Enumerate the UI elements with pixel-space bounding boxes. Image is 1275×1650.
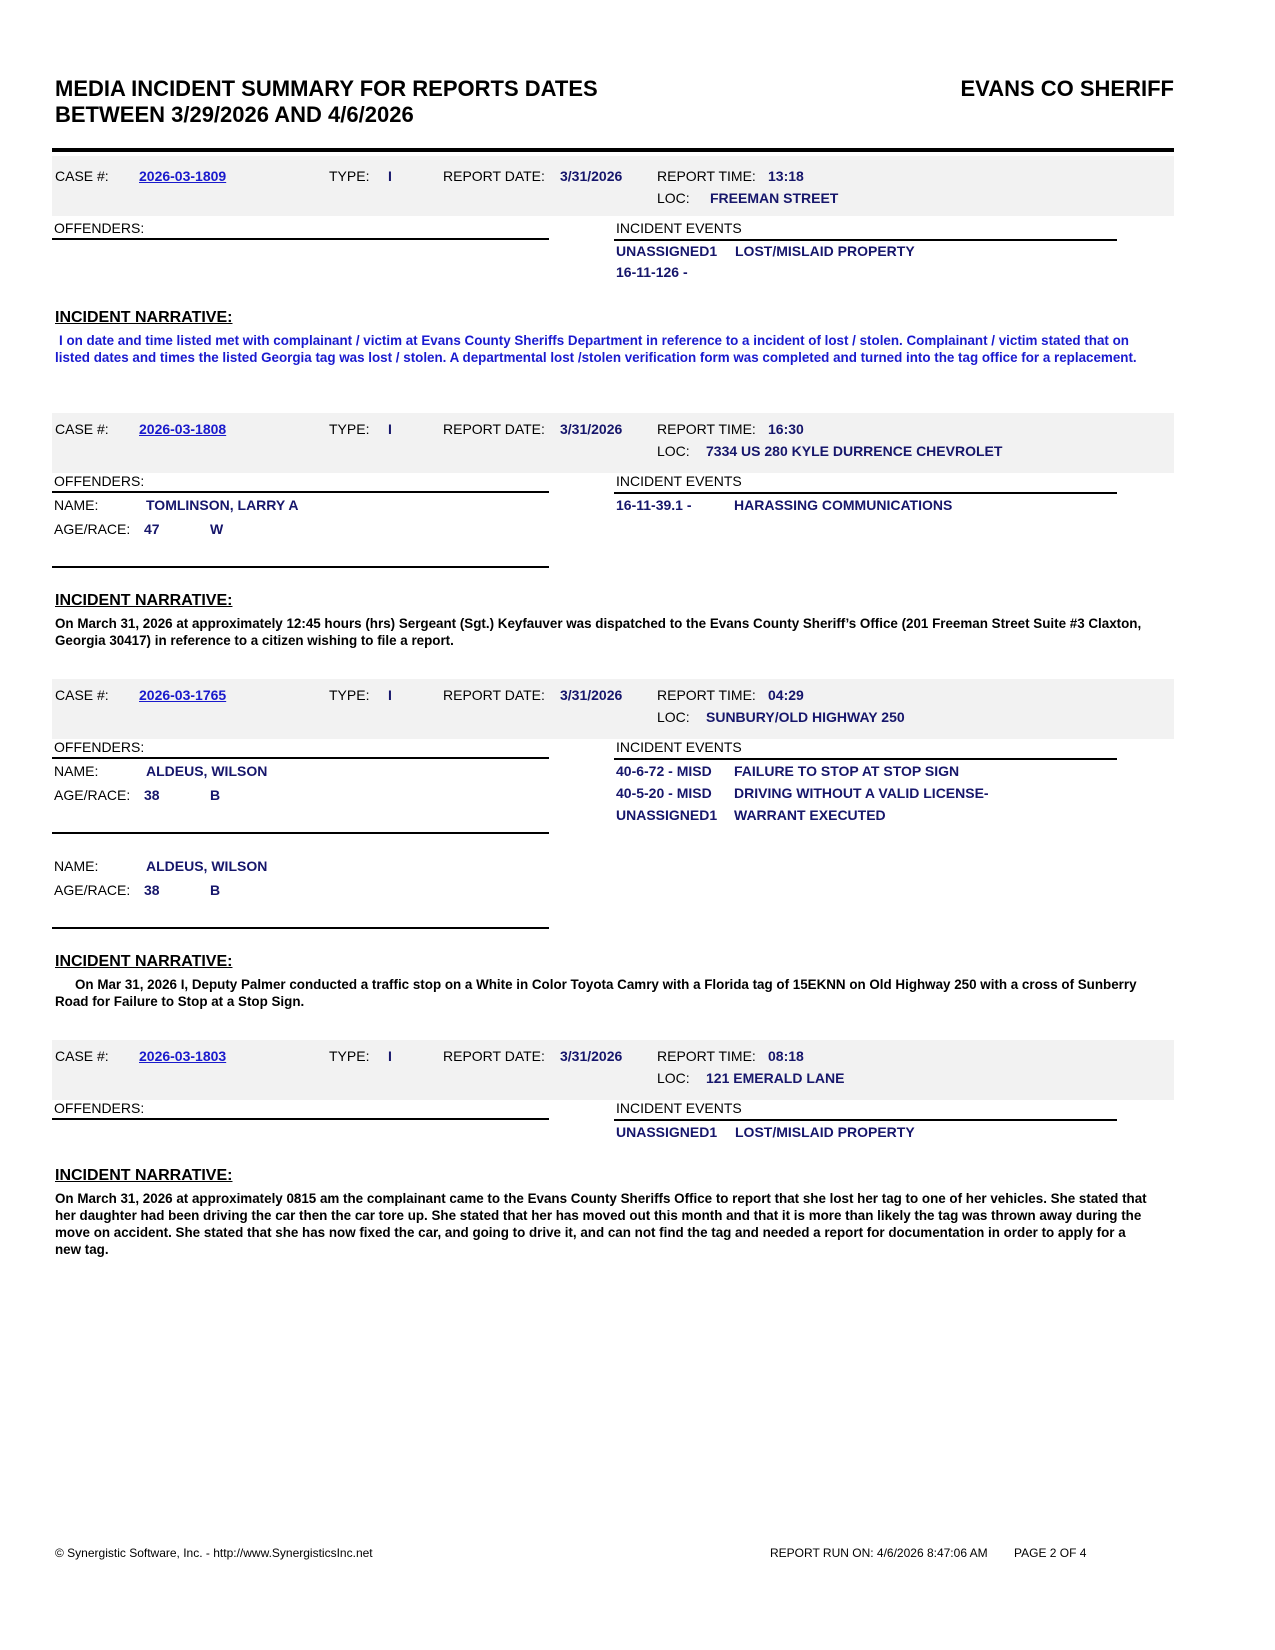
report-time-value: 04:29 (768, 687, 804, 703)
report-date-label: REPORT DATE: (443, 168, 545, 184)
report-title-line1: MEDIA INCIDENT SUMMARY FOR REPORTS DATES (55, 76, 598, 101)
report-title-line2: BETWEEN 3/29/2026 AND 4/6/2026 (55, 102, 414, 127)
incident-events-label: INCIDENT EVENTS (616, 220, 742, 236)
events-divider (614, 1119, 1117, 1121)
report-date-label: REPORT DATE: (443, 687, 545, 703)
offender-race: B (210, 882, 221, 898)
footer-page-number: PAGE 2 OF 4 (1014, 1546, 1087, 1560)
offenders-label: OFFENDERS: (54, 220, 145, 236)
location-value: FREEMAN STREET (710, 190, 839, 206)
footer-report-run: REPORT RUN ON: 4/6/2026 8:47:06 AM (770, 1546, 988, 1560)
offender-name-label: NAME: (54, 497, 99, 513)
offenders-divider (52, 491, 549, 493)
report-date-label: REPORT DATE: (443, 421, 545, 437)
case-header-band (52, 156, 1174, 216)
narrative-title: INCIDENT NARRATIVE: (55, 592, 233, 609)
offender-divider (52, 927, 549, 929)
offender-race: B (210, 787, 221, 803)
offender-race: W (210, 521, 224, 537)
events-divider (614, 239, 1117, 241)
offenders-label: OFFENDERS: (54, 473, 145, 489)
incident-events-label: INCIDENT EVENTS (616, 473, 742, 489)
offenders-divider (52, 1118, 549, 1120)
offender-age-race-label: AGE/RACE: (54, 882, 131, 898)
event-description: WARRANT EXECUTED (734, 807, 886, 823)
report-time-value: 16:30 (768, 421, 804, 437)
report-date-value: 3/31/2026 (560, 168, 623, 184)
location-label: LOC: (657, 190, 690, 206)
type-value: I (388, 1048, 392, 1064)
narrative-title: INCIDENT NARRATIVE: (55, 1167, 233, 1184)
narrative-text: On March 31, 2026 at approximately 12:45 hours (hrs) Sergeant (Sgt.) Keyfauver was dispatched to the Evans County Sheriff’s Office (201 Freeman Street Suite #3 Claxton, Georgia 30417) in reference to a citizen wishing to file a report. (55, 616, 1142, 648)
location-label: LOC: (657, 1070, 690, 1086)
location-value: SUNBURY/OLD HIGHWAY 250 (706, 709, 905, 725)
case-number-link[interactable]: 2026-03-1803 (139, 1048, 227, 1064)
offenders-divider (52, 238, 549, 240)
event-description: HARASSING COMMUNICATIONS (734, 497, 953, 513)
case-label: CASE #: (55, 1048, 109, 1064)
location-label: LOC: (657, 443, 690, 459)
report-title (55, 76, 675, 128)
type-value: I (388, 687, 392, 703)
event-code: 16-11-126 - (616, 264, 688, 280)
footer-copyright: © Synergistic Software, Inc. - http://www.SynergisticsInc.net (55, 1546, 373, 1560)
incident-events-label: INCIDENT EVENTS (616, 1100, 742, 1116)
report-date-label: REPORT DATE: (443, 1048, 545, 1064)
report-date-value: 3/31/2026 (560, 421, 623, 437)
header-divider (52, 148, 1174, 152)
offender-name-label: NAME: (54, 858, 99, 874)
location-label: LOC: (657, 709, 690, 725)
report-time-value: 08:18 (768, 1048, 804, 1064)
offender-name: TOMLINSON, LARRY A (146, 497, 299, 513)
type-value: I (388, 168, 392, 184)
offender-age: 47 (144, 521, 160, 537)
offender-age-race-label: AGE/RACE: (54, 521, 131, 537)
type-label: TYPE: (329, 168, 370, 184)
narrative-title: INCIDENT NARRATIVE: (55, 953, 233, 970)
event-code: UNASSIGNED1 (616, 243, 718, 259)
case-number-link[interactable]: 2026-03-1809 (139, 168, 227, 184)
event-code: 40-5-20 - MISD (616, 785, 712, 801)
offender-age: 38 (144, 882, 160, 898)
offender-age: 38 (144, 787, 160, 803)
case-label: CASE #: (55, 687, 109, 703)
narrative-text: On March 31, 2026 at approximately 0815 am the complainant came to the Evans County Sheriffs Office to report that she lost her tag to one of her vehicles. She stated that her daughter had been driving the car then the car tore up. She stated that her has moved out this month and that it is more than likely the tag was thrown away during the move on accident. She stated that she has now fixed the car, and going to drive it, and can not find the tag and needed a report for documentation in order to apply for a new tag. (55, 1191, 1147, 1257)
narrative-title: INCIDENT NARRATIVE: (55, 309, 233, 326)
offender-divider (52, 832, 549, 834)
incident-events-label: INCIDENT EVENTS (616, 739, 742, 755)
offenders-label: OFFENDERS: (54, 739, 145, 755)
case-label: CASE #: (55, 168, 109, 184)
report-date-value: 3/31/2026 (560, 1048, 623, 1064)
report-time-value: 13:18 (768, 168, 804, 184)
type-label: TYPE: (329, 1048, 370, 1064)
narrative-text: I on date and time listed met with complainant / victim at Evans County Sheriffs Department in reference to a incident of lost / stolen. Complainant / victim stated that on listed dates and times the listed Georgia tag was lost / stolen. A departmental lost /stolen verification form was completed and turned into the tag office for a replacement. (55, 333, 1137, 365)
report-date-value: 3/31/2026 (560, 687, 623, 703)
offender-divider (52, 566, 549, 568)
event-code: UNASSIGNED1 (616, 807, 718, 823)
report-time-label: REPORT TIME: (657, 687, 756, 703)
event-code: UNASSIGNED1 (616, 1124, 718, 1140)
report-time-label: REPORT TIME: (657, 1048, 756, 1064)
offender-name: ALDEUS, WILSON (146, 763, 268, 779)
report-time-label: REPORT TIME: (657, 421, 756, 437)
offender-name: ALDEUS, WILSON (146, 858, 268, 874)
event-description: LOST/MISLAID PROPERTY (735, 243, 915, 259)
event-code: 16-11-39.1 - (616, 497, 692, 513)
narrative-text: On Mar 31, 2026 I, Deputy Palmer conducted a traffic stop on a White in Color Toyota Camry with a Florida tag of 15EKNN on Old Highway 250 with a cross of Sunberry Road for Failure to Stop at a Stop Sign. (55, 977, 1137, 1009)
event-description: LOST/MISLAID PROPERTY (735, 1124, 915, 1140)
events-divider (614, 492, 1117, 494)
report-time-label: REPORT TIME: (657, 168, 756, 184)
event-code: 40-6-72 - MISD (616, 763, 712, 779)
event-description: DRIVING WITHOUT A VALID LICENSE- (734, 785, 989, 801)
offenders-divider (52, 757, 549, 759)
type-label: TYPE: (329, 421, 370, 437)
offender-name-label: NAME: (54, 763, 99, 779)
events-divider (614, 758, 1117, 760)
case-number-link[interactable]: 2026-03-1765 (139, 687, 227, 703)
type-label: TYPE: (329, 687, 370, 703)
type-value: I (388, 421, 392, 437)
location-value: 121 EMERALD LANE (706, 1070, 845, 1086)
offender-age-race-label: AGE/RACE: (54, 787, 131, 803)
case-label: CASE #: (55, 421, 109, 437)
agency-name: EVANS CO SHERIFF (960, 76, 1174, 101)
event-description: FAILURE TO STOP AT STOP SIGN (734, 763, 960, 779)
case-number-link[interactable]: 2026-03-1808 (139, 421, 227, 437)
location-value: 7334 US 280 KYLE DURRENCE CHEVROLET (706, 443, 1003, 459)
offenders-label: OFFENDERS: (54, 1100, 145, 1116)
